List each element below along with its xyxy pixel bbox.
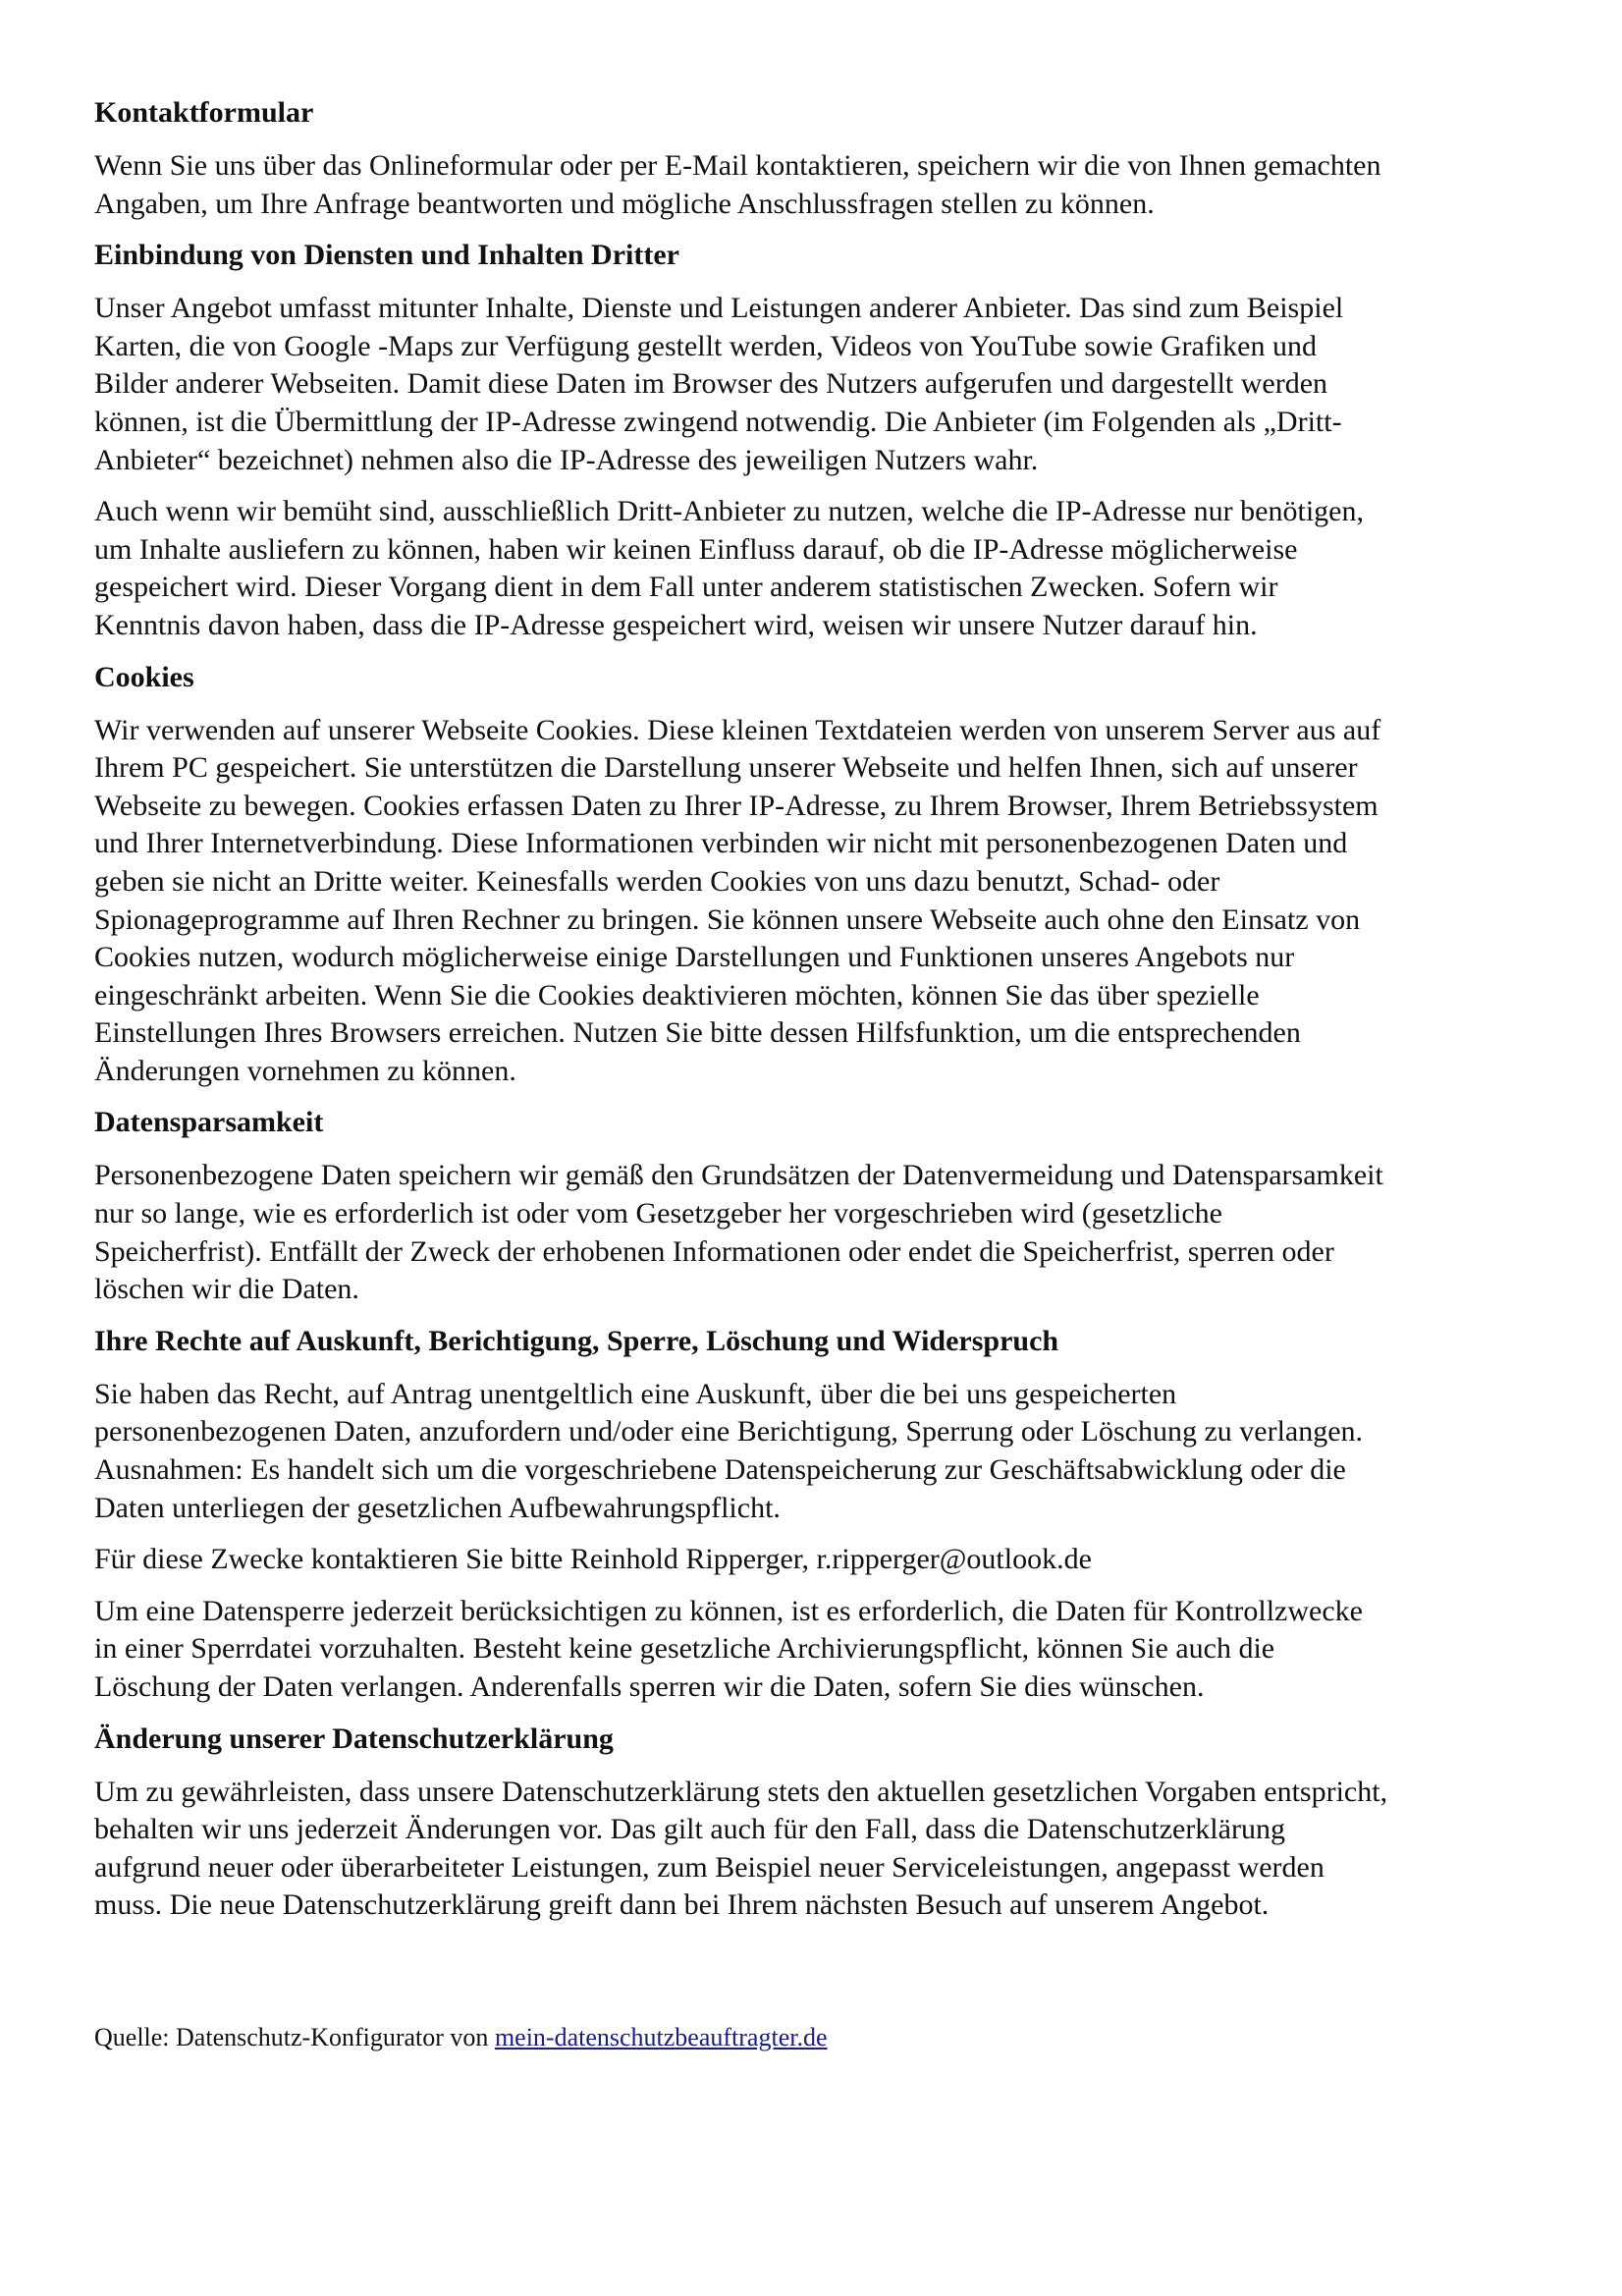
- section-heading: Einbindung von Diensten und Inhalten Dritter: [94, 239, 679, 272]
- source-line: [94, 2021, 828, 2054]
- paragraph: Um zu gewährleisten, dass unsere Datenschutzerklärung stets den aktuellen gesetzlichen Vorgaben entspricht, behalten wir uns jederzeit Änderungen vor. Das gilt auch für den Fall, dass die Datenschutzerklärung aufgrund neuer oder überarbeiteter Leistungen, zum Beispiel neuer Serviceleistungen, angepasst werden muss. Die neue Datenschutzerklärung greift dann bei Ihrem nächsten Besuch auf unserem Angebot.: [94, 1775, 1388, 1922]
- paragraph: Um eine Datensperre jederzeit berücksichtigen zu können, ist es erforderlich, die Daten für Kontrollzwecke in einer Sperrdatei vorzuhalten. Besteht keine gesetzliche Archivierungspflicht, können Sie auch die Löschung der Daten verlangen. Anderenfalls sperren wir die Daten, sofern Sie dies wünschen.: [94, 1594, 1363, 1703]
- paragraph: Wenn Sie uns über das Onlineformular oder per E-Mail kontaktieren, speichern wir die von Ihnen gemachten Angaben, um Ihre Anfrage beantworten und mögliche Anschlussfragen stellen zu können.: [94, 149, 1381, 220]
- paragraph: Unser Angebot umfasst mitunter Inhalte, Dienste und Leistungen anderer Anbieter. Das sind zum Beispiel Karten, die von Google -Maps zur Verfügung gestellt werden, Videos von YouTube sowie Grafiken und Bilder anderer Webseiten. Damit diese Daten im Browser des Nutzers aufgerufen und dargestellt werden können, ist die Übermittlung der IP-Adresse zwingend notwendig. Die Anbieter (im Folgenden als „Dritt- Anbieter“ bezeichnet) nehmen also die IP-Adresse des jeweiligen Nutzers wahr.: [94, 292, 1344, 476]
- section-heading: Datensparsamkeit: [94, 1106, 324, 1139]
- document-body: [94, 94, 1547, 1939]
- source-link[interactable]: mein-datenschutzbeauftragter.de: [494, 2023, 828, 2051]
- paragraph: Wir verwenden auf unserer Webseite Cookies. Diese kleinen Textdateien werden von unserem Server aus auf Ihrem PC gespeichert. Sie unterstützen die Darstellung unserer Webseite und helfen Ihnen, sich auf unserer Webseite zu bewegen. Cookies erfassen Daten zu Ihrer IP-Adresse, zu Ihrem Browser, Ihrem Betriebssystem und Ihrer Internetverbindung. Diese Informationen verbinden wir nicht mit personenbezogenen Daten und geben sie nicht an Dritte weiter. Keinesfalls werden Cookies von uns dazu benutzt, Schad- oder Spionageprogramme auf Ihren Rechner zu bringen. Sie können unsere Webseite auch ohne den Einsatz von Cookies nutzen, wodurch möglicherweise einige Darstellungen und Funktionen unseres Angebots nur eingeschränkt arbeiten. Wenn Sie die Cookies deaktivieren möchten, können Sie das über spezielle Einstellungen Ihres Browsers erreichen. Nutzen Sie bitte dessen Hilfsfunktion, um die entsprechenden Änderungen vornehmen zu können.: [94, 713, 1381, 1087]
- paragraph: Auch wenn wir bemüht sind, ausschließlich Dritt-Anbieter zu nutzen, welche die IP-Adresse nur benötigen, um Inhalte ausliefern zu können, haben wir keinen Einfluss darauf, ob die IP-Adresse möglicherweise gespeichert wird. Dieser Vorgang dient in dem Fall unter anderem statistischen Zwecken. Sofern wir Kenntnis davon haben, dass die IP-Adresse gespeichert wird, weisen wir unsere Nutzer darauf hin.: [94, 495, 1364, 641]
- section-cookies: [94, 659, 1547, 1091]
- section-heading: Änderung unserer Datenschutzerklärung: [94, 1722, 614, 1755]
- paragraph: Personenbezogene Daten speichern wir gemäß den Grundsätzen der Datenvermeidung und Datensparsamkeit nur so lange, wie es erforderlich ist oder vom Gesetzgeber her vorgeschrieben wird (gesetzliche Speicherfrist). Entfällt der Zweck der erhobenen Informationen oder endet die Speicherfrist, sperren oder löschen wir die Daten.: [94, 1159, 1383, 1306]
- section-dritte: [94, 237, 1547, 644]
- section-aenderung: [94, 1721, 1547, 1925]
- section-kontaktformular: [94, 94, 1547, 223]
- section-heading: Ihre Rechte auf Auskunft, Berichtigung, Sperre, Löschung und Widerspruch: [94, 1324, 1059, 1357]
- section-rechte: [94, 1323, 1547, 1707]
- source-prefix: Quelle: Datenschutz-Konfigurator von: [94, 2023, 495, 2051]
- paragraph-contact: Für diese Zwecke kontaktieren Sie bitte Reinhold Ripperger, r.ripperger@outlook.de: [94, 1543, 1092, 1576]
- section-datensparsamkeit: [94, 1104, 1547, 1308]
- section-heading: Kontaktformular: [94, 96, 314, 129]
- section-heading: Cookies: [94, 660, 194, 693]
- paragraph: Sie haben das Recht, auf Antrag unentgeltlich eine Auskunft, über die bei uns gespeicherten personenbezogenen Daten, anzufordern und/oder eine Berichtigung, Sperrung oder Löschung zu verlangen. Ausnahmen: Es handelt sich um die vorgeschriebene Datenspeicherung zur Geschäftsabwicklung oder die Daten unterliegen der gesetzlichen Aufbewahrungspflicht.: [94, 1377, 1364, 1524]
